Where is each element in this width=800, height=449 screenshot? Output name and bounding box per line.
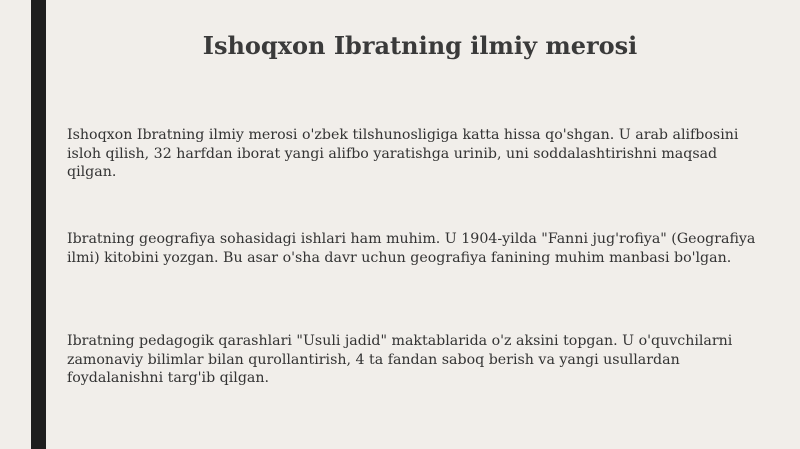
slide-title: Ishoqxon Ibratning ilmiy merosi: [202, 31, 638, 60]
accent-bar: [31, 0, 46, 449]
paragraph-geography: Ibratning geografiya sohasidagi ishlari ham muhim. U 1904-yilda "Fanni jug'rofiya" (Geografiya ilmi) kitobini yozgan. Bu asar o'sha davr uchun geografiya fanining muhim manbasi bo'lgan.: [67, 231, 756, 266]
paragraph-pedagogy: Ibratning pedagogik qarashlari "Usuli jadid" maktablarida o'z aksini topgan. U o'quvchilarni zamonaviy bilimlar bilan qurollantirish, 4 ta fandan saboq berish va yangi usullardan foydalanishni targ'ib qilgan.: [67, 333, 733, 386]
paragraph-linguistics: Ishoqxon Ibratning ilmiy merosi o'zbek tilshunosligiga katta hissa qo'shgan. U arab alifbosini isloh qilish, 32 harfdan iborat yangi alifbo yaratishga urinib, uni soddalashtirishni maqsad qilgan.: [67, 127, 739, 180]
